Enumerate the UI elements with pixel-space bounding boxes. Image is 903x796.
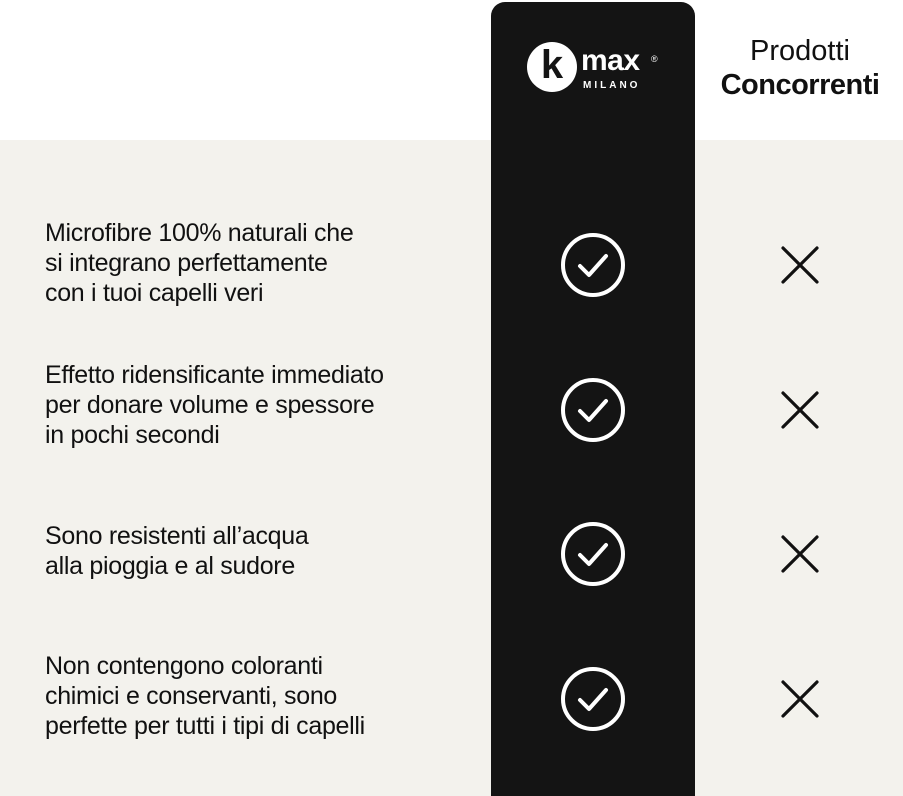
comparison-row (0, 521, 903, 631)
comparison-row (0, 360, 903, 470)
kmax-logo (527, 40, 667, 100)
comparison-row (0, 218, 903, 328)
competitor-header-line2: Concorrenti (720, 69, 880, 101)
cross-icon (780, 245, 820, 285)
logo-circle (527, 42, 577, 92)
competitor-header (700, 34, 900, 102)
feature-text: Microfibre 100% naturali che si integrano perfettamente con i tuoi capelli veri (45, 219, 354, 307)
cross-icon (780, 679, 820, 719)
feature-text: Effetto ridensificante immediato per donare volume e spessore in pochi secondi (45, 361, 384, 449)
cross-icon (780, 534, 820, 574)
logo-mark: k (540, 43, 564, 87)
check-circle-icon (560, 666, 626, 732)
logo-name: max (581, 44, 640, 77)
check-circle-icon (560, 232, 626, 298)
check-circle-icon (560, 521, 626, 587)
logo-registered: ® (651, 54, 658, 64)
comparison-row (0, 651, 903, 761)
cross-icon (780, 390, 820, 430)
logo-city: MILANO (583, 80, 641, 91)
feature-text: Sono resistenti all’acqua alla pioggia e al sudore (45, 522, 309, 580)
feature-text: Non contengono coloranti chimici e conservanti, sono perfette per tutti i tipi di capelli (45, 652, 365, 740)
competitor-header-line1: Prodotti (750, 35, 850, 67)
check-circle-icon (560, 377, 626, 443)
